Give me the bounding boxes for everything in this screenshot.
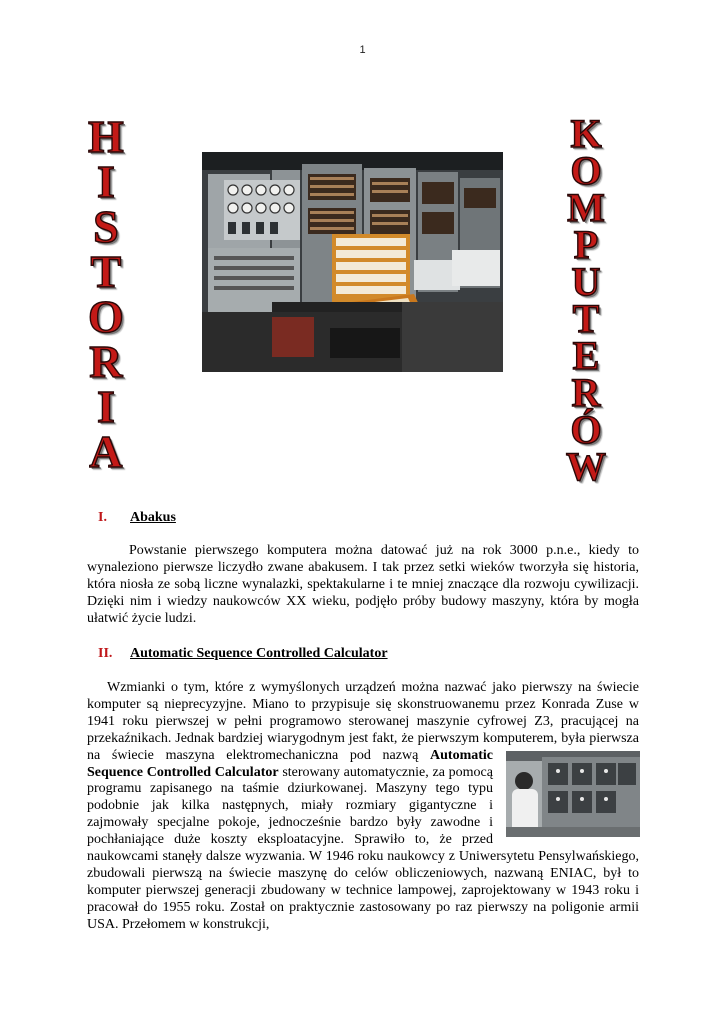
section-title: Automatic Sequence Controlled Calculator — [130, 646, 388, 661]
title-komputerow — [566, 111, 606, 489]
title-letter: Ó — [570, 407, 602, 452]
title-letter: R — [571, 370, 601, 415]
title-letter: O — [88, 291, 124, 342]
title-letter: T — [572, 296, 600, 341]
section-title: Abakus — [130, 510, 176, 525]
title-historia — [88, 111, 124, 477]
title-letter: I — [96, 381, 115, 432]
machine-name-bold: Automatic Sequence Controlled Calculator — [87, 747, 494, 780]
photo-early-computer — [202, 152, 503, 372]
image-wrap-space — [499, 748, 639, 838]
title-letter: E — [572, 333, 600, 378]
page-number: 1 — [359, 44, 366, 56]
title-letter: I — [96, 156, 115, 207]
title-letter: M — [567, 185, 605, 230]
title-letter: P — [573, 222, 599, 267]
section-heading-ascc — [98, 646, 388, 662]
paragraph-text-start: Wzmianki o tym, które z wymyślonych urządzeń można nazwać jako pierwszy na świecie komputer są nieprecyzyjne. Miano to przypisuje się skonstruowanemu przez Konrada Zuse w 1941 roku pierwszej w pełni programowo sterowanej maszynie cyfrowej Z3, pracującej na przekaźnikach. Jednak bardziej wiarygodnym jest fakt, że pierwszym komputerem, była pierwsza na świecie maszyna elektromechaniczna pod nazwą — [87, 680, 639, 763]
title-letter: O — [570, 148, 602, 193]
paragraph-ascc — [87, 680, 639, 934]
section-number: II. — [98, 646, 113, 661]
section-heading-abakus — [98, 510, 176, 526]
title-letter: U — [571, 259, 601, 304]
title-letter: K — [570, 111, 602, 156]
paragraph-abakus: Powstanie pierwszego komputera można datować już na rok 3000 p.n.e., kiedy to wynaleziono pierwsze liczydło zwane abakusem. I tak przez setki wieków tworzyła się historia, która niosła ze sobą liczne wynalazki, spektakularne i te mniej znaczące dla rozwoju cywilizacji. Dzięki nim i wiedzy naukowców XX wieku, podjęło próby budowy maszyny, która by mogła ułatwić życie ludzi. — [87, 543, 639, 626]
title-letter: H — [88, 111, 124, 162]
paragraph-text-end: sterowany automatycznie, za pomocą programu zapisanego na taśmie dziurkowanej. Maszyny tego typu podobnie jak kilka następnych, miały rozmiary gigantyczne i zajmowały specjalne pokoje, jednocześnie bardzo były zawodne i pochłaniające duże koszty eksploatacyjne. Sprawiło to, że przed naukowcami stanęły dalsze wyzwania. W 1946 roku naukowcy z Uniwersytetu Pensylwańskiego, zbudowali pierwszą na świecie maszynę do celów obliczeniowych, nazwaną ENIAC, był to komputer pierwszej generacji zbudowany w technice lampowej, zaprojektowany w 1943 roku i pracował do 1955 roku. Został on praktycznie zastosowany po raz pierwszy na poligonie armii USA. Przełomem w konstrukcji, — [87, 764, 639, 932]
title-letter: A — [89, 426, 123, 477]
title-letter: W — [566, 444, 606, 489]
title-letter: R — [89, 336, 123, 387]
title-letter: S — [93, 201, 119, 252]
title-letter: T — [90, 246, 122, 297]
section-number: I. — [98, 510, 107, 525]
